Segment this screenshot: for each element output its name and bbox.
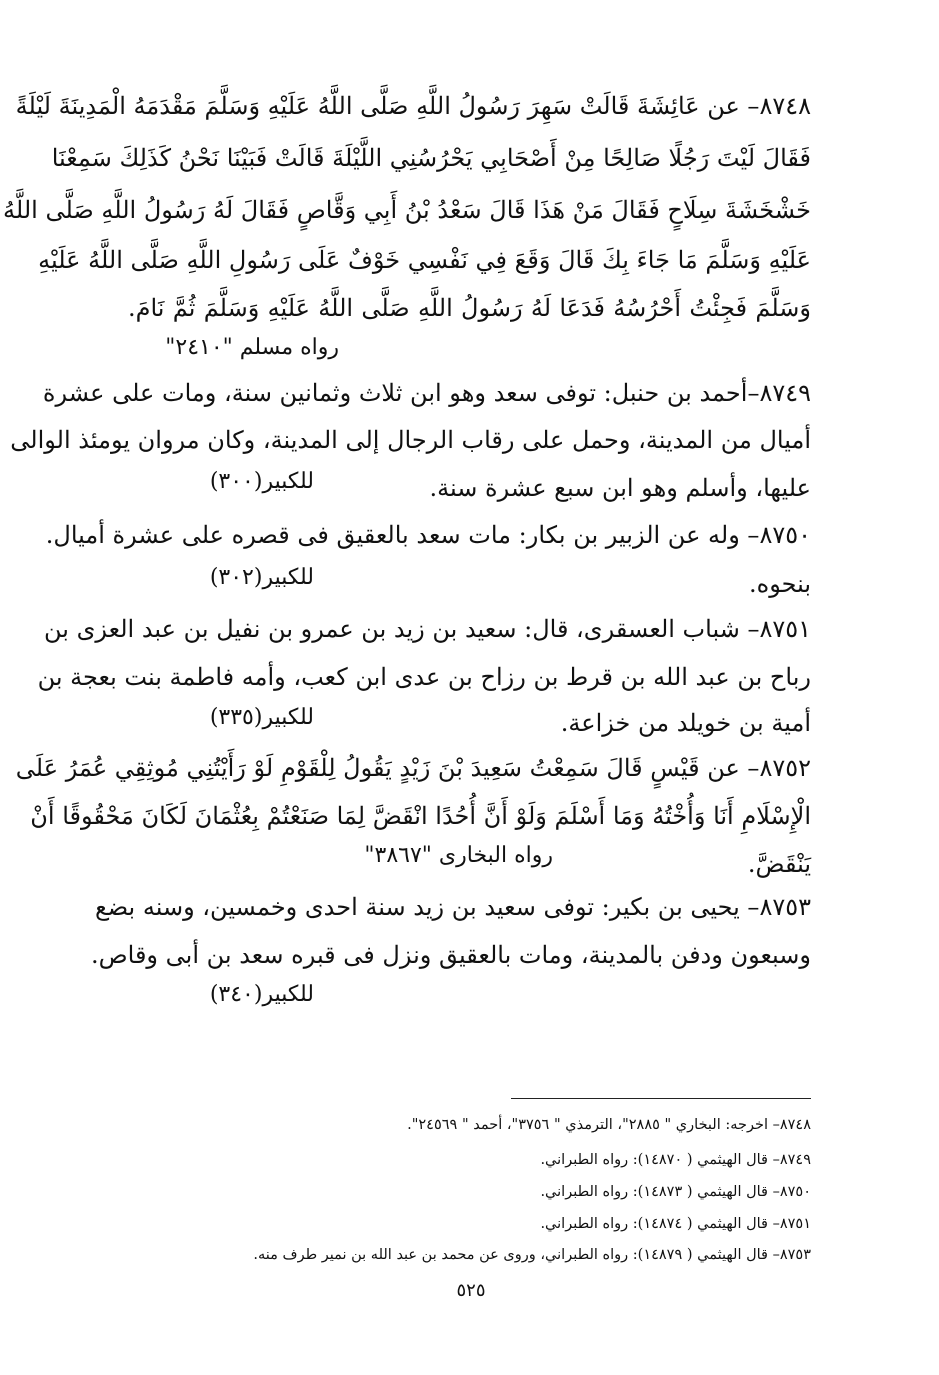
page-number: ٥٢٥	[456, 1280, 486, 1301]
hadith-8750-line-2: بنحوه.	[748, 570, 811, 598]
hadith-8751-line-1: ٨٧٥١– شباب العسقرى، قال: سعيد بن زيد بن عمرو بن نفيل بن عبد العزى بن	[44, 615, 811, 643]
hadith-8752-line-2: الْإِسْلَامِ أَنَا وَأُخْتُهُ وَمَا أَسْلَمَ وَلَوْ أَنَّ أُحُدًا انْقَضَّ لِمَا صَنَعْتُمْ بِعُثْمَانَ لَكَانَ مَحْقُوقًا أَنْ	[30, 802, 811, 830]
hadith-8752-reference: رواه البخارى "٣٨٦٧"	[364, 843, 553, 868]
footnote-8753: ٨٧٥٣– قال الهيثمي ( ١٤٨٧٩): رواه الطبراني، وروى عن محمد بن عبد الله بن نمير طرف منه.	[253, 1247, 811, 1263]
hadith-8750-reference: للكبير(٣٠٢)	[209, 565, 314, 590]
hadith-8753-line-1: ٨٧٥٣– يحيى بن بكير: توفى سعيد بن زيد سنة احدى وخمسين، وسنه بضع	[94, 893, 811, 921]
hadith-8749-reference: للكبير(٣٠٠)	[209, 469, 314, 494]
hadith-8748-line-4: عَلَيْهِ وَسَلَّمَ مَا جَاءَ بِكَ قَالَ وَقَعَ فِي نَفْسِي خَوْفٌ عَلَى رَسُولِ اللَّهِ صَلَّى اللَّهُ عَلَيْهِ	[38, 246, 811, 274]
hadith-8748-reference: رواه مسلم "٢٤١٠"	[165, 335, 339, 360]
hadith-8748-line-1: ٨٧٤٨– عن عَائِشَةَ قَالَتْ سَهِرَ رَسُولُ اللَّهِ صَلَّى اللَّهُ عَلَيْهِ وَسَلَّمَ مَقْدَمَهُ الْمَدِينَةَ لَيْلَةً	[15, 92, 811, 120]
hadith-8751-line-3: أمية بن خويلد من خزاعة.	[560, 709, 811, 737]
hadith-8751-reference: للكبير(٣٣٥)	[209, 705, 314, 730]
hadith-8752-line-3: يَنْقَضَّ.	[747, 850, 811, 878]
hadith-8750-line-1: ٨٧٥٠– وله عن الزبير بن بكار: مات سعد بالعقيق فى قصره على عشرة أميال.	[45, 521, 811, 549]
footnote-8750: ٨٧٥٠– قال الهيثمي ( ١٤٨٧٣): رواه الطبراني.	[540, 1184, 811, 1200]
hadith-8752-line-1: ٨٧٥٢– عن قَيْسٍ قَالَ سَمِعْتُ سَعِيدَ بْنَ زَيْدٍ يَقُولُ لِلْقَوْمِ لَوْ رَأَيْتُنِي مُوثِقِي عُمَرُ عَلَى	[15, 754, 811, 782]
footnote-8749: ٨٧٤٩– قال الهيثمي ( ١٤٨٧٠): رواه الطبراني.	[540, 1152, 811, 1168]
footnote-8751: ٨٧٥١– قال الهيثمي ( ١٤٨٧٤): رواه الطبراني.	[540, 1216, 811, 1232]
footnote-8748: ٨٧٤٨– اخرجه: البخاري " ٢٨٨٥"، الترمذي " ٣٧٥٦"، أحمد " ٢٤٥٦٩".	[407, 1117, 811, 1133]
hadith-8748-line-3: خَشْخَشَةَ سِلَاحٍ فَقَالَ مَنْ هَذَا قَالَ سَعْدُ بْنُ أَبِي وَقَّاصٍ فَقَالَ لَهُ رَسُولُ اللَّهِ صَلَّى اللَّهُ	[3, 196, 811, 224]
hadith-8748-line-5: وَسَلَّمَ فَجِئْتُ أَحْرُسُهُ فَدَعَا لَهُ رَسُولُ اللَّهِ صَلَّى اللَّهُ عَلَيْهِ وَسَلَّمَ ثُمَّ نَامَ.	[128, 294, 811, 322]
hadith-8748-line-2: فَقَالَ لَيْتَ رَجُلًا صَالِحًا مِنْ أَصْحَابِي يَحْرُسُنِي اللَّيْلَةَ قَالَتْ فَبَيْنَا نَحْنُ كَذَلِكَ سَمِعْنَا	[51, 144, 811, 172]
hadith-8753-line-2: وسبعون ودفن بالمدينة، ومات بالعقيق ونزل فى قبره سعد بن أبى وقاص.	[91, 941, 811, 969]
hadith-8749-line-2: أميال من المدينة، وحمل على رقاب الرجال إلى المدينة، وكان مروان يومئذ الوالى	[10, 426, 811, 454]
hadith-8751-line-2: رباح بن عبد الله بن قرط بن رزاح بن عدى ابن كعب، وأمه فاطمة بنت بعجة بن	[37, 663, 811, 691]
footnote-divider	[511, 1098, 811, 1099]
hadith-8749-line-3: عليها، وأسلم وهو ابن سبع عشرة سنة.	[429, 474, 811, 502]
hadith-8753-reference: للكبير(٣٤٠)	[209, 982, 314, 1007]
hadith-8749-line-1: ٨٧٤٩–أحمد بن حنبل: توفى سعد وهو ابن ثلاث وثمانين سنة، ومات على عشرة	[42, 379, 811, 407]
